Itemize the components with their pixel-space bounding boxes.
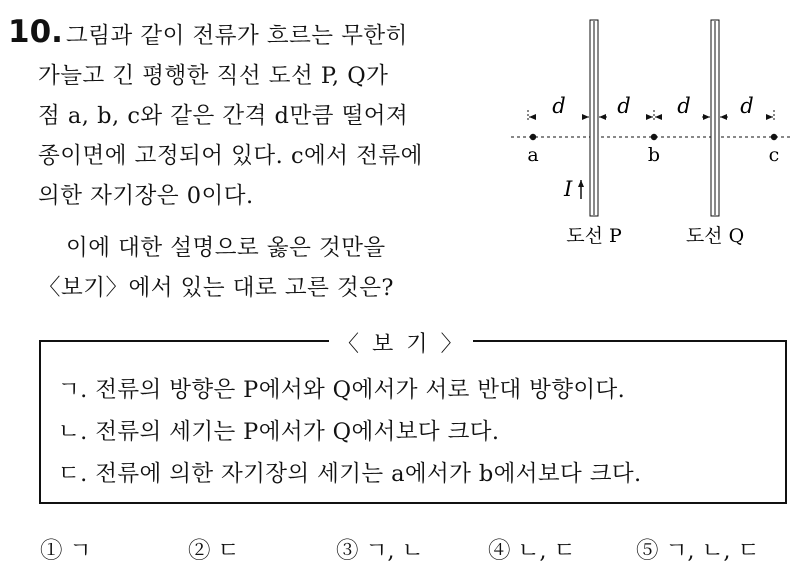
point-b [651, 134, 657, 140]
question-number: 10. [8, 14, 63, 50]
choice-3[interactable]: ③ ㄱ, ㄴ [336, 538, 424, 564]
statement-nieun: ㄴ. 전류의 세기는 P에서가 Q에서보다 크다. [58, 419, 500, 445]
wire-q-label: 도선 Q [685, 225, 745, 247]
question-stem-line-2: 가늘고 긴 평행한 직선 도선 P, Q가 [38, 63, 389, 89]
wire-q [711, 20, 719, 216]
choice-2[interactable]: ② ㄷ [188, 538, 240, 564]
wire-diagram [506, 14, 796, 254]
point-c-label: c [768, 144, 780, 166]
statement-digeut: ㄷ. 전류에 의한 자기장의 세기는 a에서가 b에서보다 크다. [58, 461, 642, 487]
bogi-title: 〈 보 기 〉 [329, 327, 473, 358]
question-stem-line-4: 종이면에 고정되어 있다. c에서 전류에 [38, 143, 423, 169]
d-label-3: d [677, 94, 691, 118]
point-c [771, 134, 777, 140]
choice-5[interactable]: ⑤ ㄱ, ㄴ, ㄷ [636, 538, 760, 564]
point-b-label: b [647, 144, 661, 166]
statement-giyeok: ㄱ. 전류의 방향은 P에서와 Q에서가 서로 반대 방향이다. [58, 377, 626, 403]
point-a [530, 134, 536, 140]
wire-p [590, 20, 598, 216]
choice-4[interactable]: ④ ㄴ, ㄷ [488, 538, 576, 564]
d-label-2: d [617, 94, 631, 118]
choice-1[interactable]: ① ㄱ [40, 538, 92, 564]
d-label-1: d [552, 94, 566, 118]
question-stem-line-7: 〈보기〉에서 있는 대로 고른 것은? [38, 275, 394, 301]
d-label-4: d [740, 94, 754, 118]
current-label: I [564, 177, 573, 201]
question-stem-line-1: 그림과 같이 전류가 흐르는 무한히 [66, 23, 408, 49]
question-stem-line-6: 이에 대한 설명으로 옳은 것만을 [66, 235, 386, 261]
question-stem-line-5: 의한 자기장은 0이다. [38, 183, 254, 209]
wire-p-label: 도선 P [566, 225, 622, 247]
question-stem-line-3: 점 a, b, c와 같은 간격 d만큼 떨어져 [38, 103, 409, 129]
point-a-label: a [527, 144, 539, 166]
